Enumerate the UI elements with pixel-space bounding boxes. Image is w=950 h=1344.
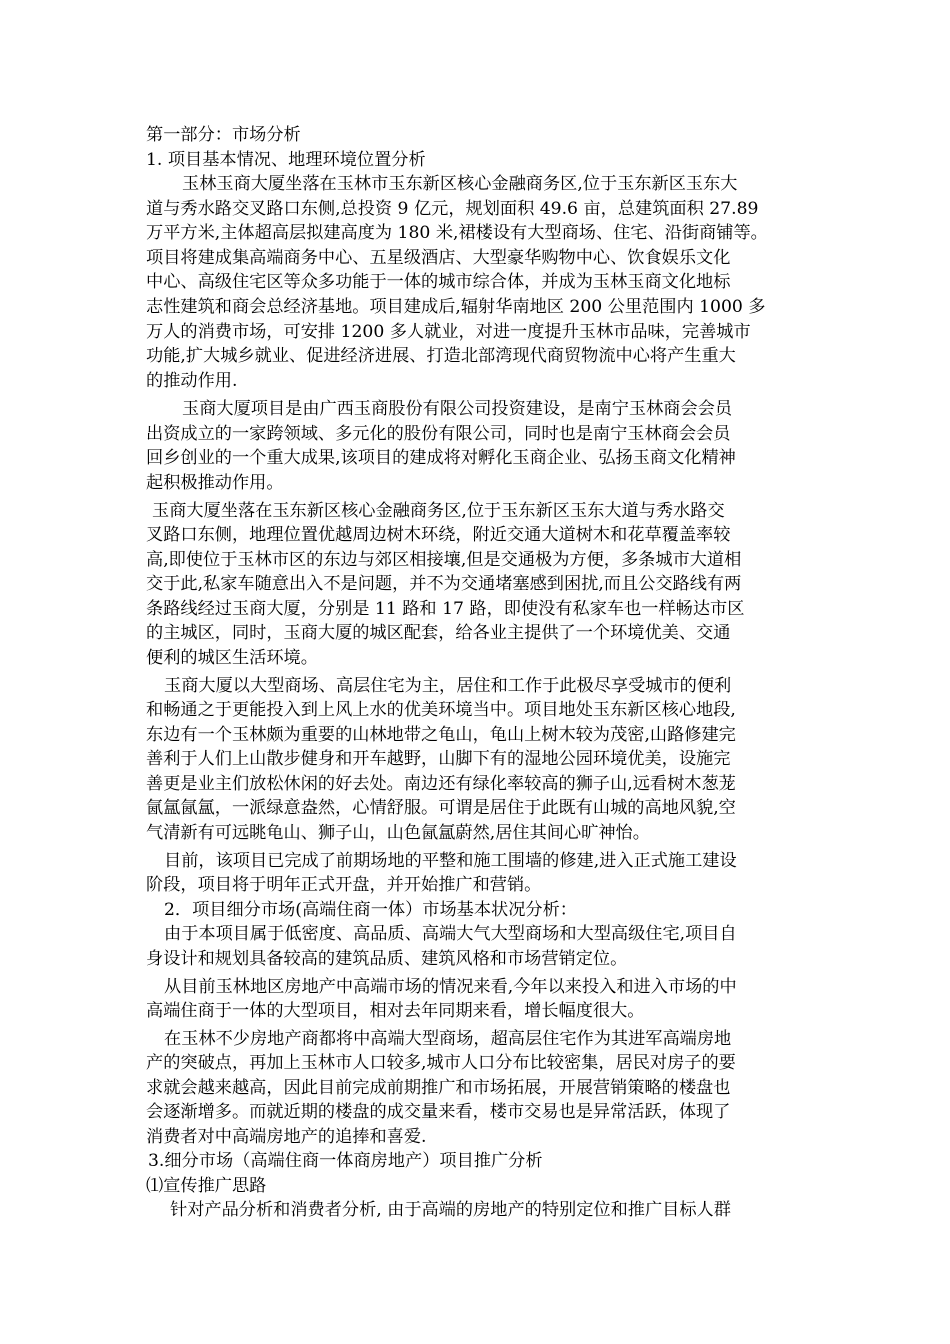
paragraph-line: 东边有一个玉林颇为重要的山林地带之龟山，龟山上树木较为茂密,山路修建完 (146, 725, 736, 745)
paragraph-line: 道与秀水路交叉路口东侧,总投资 9 亿元，规划面积 49.6 亩，总建筑面积 27.89 (146, 199, 759, 219)
paragraph-line: 起积极推动作用。 (146, 473, 284, 493)
paragraph-line: 阶段，项目将于明年正式开盘，并开始推广和营销。 (146, 875, 542, 895)
section-heading: 第一部分：市场分析 (146, 125, 301, 145)
paragraph-line: 身设计和规划具备较高的建筑品质、建筑风格和市场营销定位。 (146, 949, 628, 969)
paragraph-line: 回乡创业的一个重大成果,该项目的建成将对孵化玉商企业、弘扬玉商文化精神 (146, 448, 736, 468)
paragraph-line: 和畅通之于更能投入到上风上水的优美环境当中。项目地处玉东新区核心地段, (146, 700, 736, 720)
paragraph-line: 的推动作用. (146, 371, 238, 391)
paragraph-line: 善更是业主们放松休闲的好去处。南边还有绿化率较高的狮子山,远看树木葱茏 (146, 774, 736, 794)
paragraph-line: 善利于人们上山散步健身和开车越野，山脚下有的湿地公园环境优美，设施完 (146, 749, 731, 769)
paragraph-line: 高端住商于一体的大型项目，相对去年同期来看，增长幅度很大。 (146, 1001, 645, 1021)
paragraph-line: 高,即使位于玉林市区的东边与郊区相接壤,但是交通极为方便，多条城市大道相 (146, 550, 742, 570)
paragraph-line: 产的突破点，再加上玉林市人口较多,城市人口分布比较密集，居民对房子的要 (146, 1053, 736, 1073)
paragraph-line: 功能,扩大城乡就业、促进经济进展、打造北部湾现代商贸物流中心将产生重大 (146, 346, 736, 366)
paragraph-line: 便利的城区生活环境。 (146, 648, 318, 668)
paragraph-line: 求就会越来越高，因此目前完成前期推广和市场拓展，开展营销策略的楼盘也 (146, 1078, 731, 1098)
paragraph-line: 玉商大厦坐落在玉东新区核心金融商务区,位于玉东新区玉东大道与秀水路交 (152, 501, 725, 521)
paragraph-line: 从目前玉林地区房地产中高端市场的情况来看,今年以来投入和进入市场的中 (164, 977, 737, 997)
paragraph-line: 会逐渐增多。而就近期的楼盘的成交量来看，楼市交易也是异常活跃，体现了 (146, 1102, 731, 1122)
paragraph-line: 志性建筑和商会总经济基地。项目建成后,辐射华南地区 200 公里范围内 1000 多 (146, 297, 766, 317)
paragraph-line: 出资成立的一家跨领域、多元化的股份有限公司，同时也是南宁玉林商会会员 (146, 424, 731, 444)
paragraph-line: 叉路口东侧，地理位置优越周边树木环绕，附近交通大道树木和花草覆盖率较 (146, 525, 731, 545)
paragraph-line: 气清新有可远眺龟山、狮子山，山色氤氲蔚然,居住其间心旷神怡。 (146, 823, 650, 843)
paragraph-line: 条路线经过玉商大厦，分别是 11 路和 17 路，即使没有私家车也一样畅达市区 (146, 599, 745, 619)
subsection-heading: 3.细分市场（高端住商一体商房地产）项目推广分析 (148, 1151, 543, 1171)
paragraph-line: 交于此,私家车随意出入不是问题，并不为交通堵塞感到困扰,而且公交路线有两 (146, 574, 742, 594)
paragraph-line: 针对产品分析和消费者分析, 由于高端的房地产的特别定位和推广目标人群 (170, 1200, 731, 1220)
subsection-heading: ⑴宣传推广思路 (146, 1176, 267, 1196)
paragraph-line: 玉商大厦项目是由广西玉商股份有限公司投资建设，是南宁玉林商会会员 (182, 399, 733, 419)
paragraph-line: 由于本项目属于低密度、高品质、高端大气大型商场和大型高级住宅,项目自 (164, 924, 737, 944)
paragraph-line: 中心、高级住宅区等众多功能于一体的城市综合体，并成为玉林玉商文化地标 (146, 272, 731, 292)
subsection-heading: 1. 项目基本情况、地理环境位置分析 (146, 150, 426, 170)
paragraph-line: 的主城区，同时，玉商大厦的城区配套，给各业主提供了一个环境优美、交通 (146, 623, 731, 643)
paragraph-line: 氤氲氤氲，一派绿意盎然，心情舒服。可谓是居住于此既有山城的高地风貌,空 (146, 798, 736, 818)
paragraph-line: 玉商大厦以大型商场、高层住宅为主，居住和工作于此极尽享受城市的便利 (164, 676, 732, 696)
paragraph-line: 在玉林不少房地产商都将中高端大型商场，超高层住宅作为其进军高端房地 (164, 1029, 732, 1049)
paragraph-line: 项目将建成集高端商务中心、五星级酒店、大型豪华购物中心、饮食娱乐文化 (146, 248, 731, 268)
subsection-heading: 2．项目细分市场(高端住商一体）市场基本状况分析： (164, 900, 577, 920)
paragraph-line: 万人的消费市场，可安排 1200 多人就业，对进一度提升玉林市品味，完善城市 (146, 322, 751, 342)
paragraph-line: 消费者对中高端房地产的追捧和喜爱. (146, 1127, 427, 1147)
paragraph-line: 玉林玉商大厦坐落在玉林市玉东新区核心金融商务区,位于玉东新区玉东大 (182, 174, 738, 194)
paragraph-line: 目前，该项目已完成了前期场地的平整和施工围墙的修建,进入正式施工建设 (164, 851, 737, 871)
paragraph-line: 万平方米,主体超高层拟建高度为 180 米,裙楼设有大型商场、住宅、沿街商铺等。 (146, 223, 768, 243)
